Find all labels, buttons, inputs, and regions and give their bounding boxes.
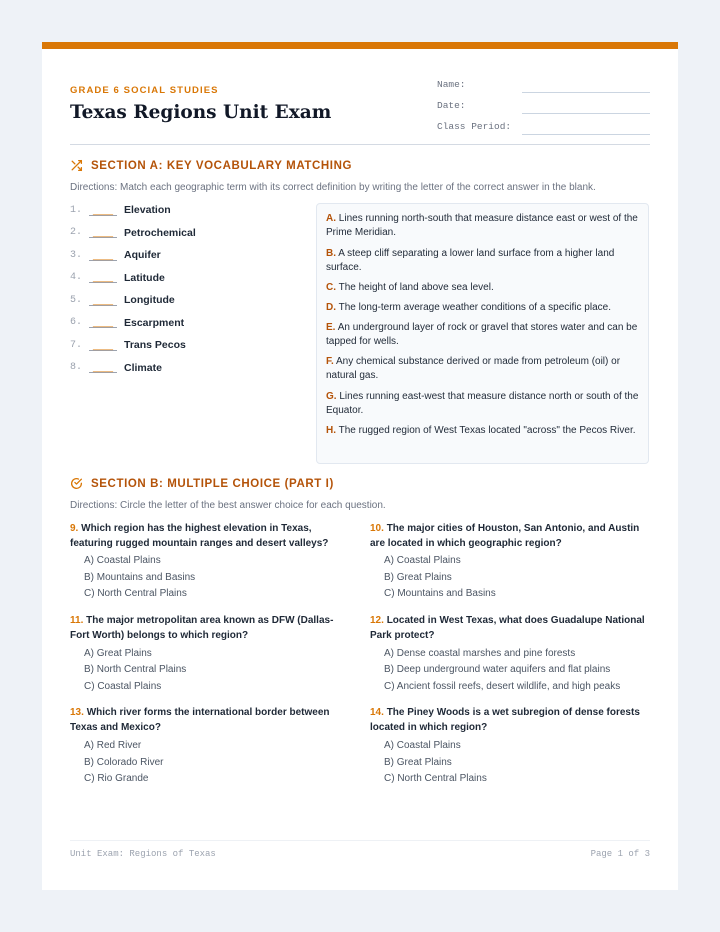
answer-option[interactable]: B) Great Plains [384,572,452,583]
term-number: 7. [70,339,83,351]
term-number: 8. [70,362,83,373]
answer-blank[interactable]: ____ [89,340,117,351]
list-item [70,337,186,353]
definition-text: A steep cliff separating a lower land surface from a higher land surface. [326,248,615,273]
header-divider [70,144,650,145]
footer-divider [70,840,650,841]
question-11 [70,613,352,693]
shuffle-icon [70,159,83,172]
class-period-line[interactable] [522,134,650,135]
term-word: Petrochemical [124,226,196,239]
question-9 [70,521,352,601]
definition-letter: A. [326,213,336,224]
answer-option[interactable]: B) Great Plains [384,757,452,768]
section-b-directions: Directions: Circle the letter of the best answer choice for each question. [70,500,386,511]
accent-bar [42,42,678,49]
question-10 [370,521,652,601]
answer-option[interactable]: B) Colorado River [84,757,164,768]
question-text: Located in West Texas, what does Guadalupe National Park protect? [370,615,645,641]
definition-item [326,390,641,418]
definition-text: Lines running east-west that measure distance north or south of the Equator. [326,391,639,416]
answer-option[interactable]: C) North Central Plains [84,588,187,599]
answer-blank[interactable]: ____ [89,205,117,216]
answer-option[interactable]: C) Mountains and Basins [384,588,496,599]
list-item [70,202,171,218]
definition-item [326,281,641,295]
name-line[interactable] [522,92,650,93]
definition-text: Lines running north-south that measure distance east or west of the Prime Meridian. [326,213,638,238]
definitions-box [316,203,649,464]
term-number: 3. [70,249,83,261]
answer-blank[interactable]: ____ [89,362,117,373]
answer-option[interactable]: A) Coastal Plains [84,555,161,566]
answer-option[interactable]: C) Ancient fossil reefs, desert wildlife, and high peaks [384,681,621,692]
section-b-title: SECTION B: MULTIPLE CHOICE (PART I) [91,477,334,490]
term-number: 2. [70,227,83,238]
list-item [70,225,196,241]
section-a-heading [70,159,352,172]
list-item [70,360,162,376]
term-word: Escarpment [124,316,185,329]
answer-option[interactable]: B) Mountains and Basins [84,572,196,583]
definition-item [326,321,641,349]
page-number: Page 1 of 3 [590,849,650,859]
answer-option[interactable]: B) Deep underground water aquifers and flat plains [384,664,611,675]
definition-item [326,247,641,275]
question-stem [70,613,352,643]
answer-option[interactable]: A) Red River [84,740,142,751]
section-b-heading [70,477,334,490]
definition-letter: H. [326,425,336,436]
answer-option[interactable]: A) Great Plains [84,648,152,659]
grade-label: GRADE 6 SOCIAL STUDIES [70,85,219,96]
question-text: Which region has the highest elevation in Texas, featuring rugged mountain ranges and desert valleys? [70,523,329,549]
term-word: Aquifer [124,249,161,261]
answer-blank[interactable]: ____ [89,295,117,306]
question-number: 11. [70,615,84,626]
question-number: 12. [370,615,384,626]
definition-letter: G. [326,391,337,402]
definition-letter: D. [326,302,336,313]
definition-text: An underground layer of rock or gravel that stores water and can be tapped for wells. [326,322,638,347]
list-item [70,292,175,308]
section-a-title: SECTION A: KEY VOCABULARY MATCHING [91,159,353,172]
question-stem [70,521,352,551]
term-word: Longitude [124,294,175,306]
question-number: 13. [70,707,84,718]
class-period-field[interactable] [437,121,650,132]
question-stem [370,521,652,551]
definition-item [326,424,641,438]
term-word: Climate [124,361,162,374]
definition-text: Any chemical substance derived or made from petroleum (oil) or natural gas. [326,356,621,381]
answer-option[interactable]: C) North Central Plains [384,773,487,784]
check-circle-icon [70,477,83,490]
answer-option[interactable]: A) Coastal Plains [384,740,461,751]
definition-item [326,301,641,315]
name-field[interactable] [437,79,650,90]
section-a-directions: Directions: Match each geographic term with its correct definition by writing the letter of the correct answer in the blank. [70,182,596,193]
answer-option[interactable]: C) Coastal Plains [84,681,162,692]
question-text: The Piney Woods is a wet subregion of dense forests located in which region? [370,707,640,733]
name-label: Name: [437,79,466,90]
list-item [70,315,184,331]
question-14 [370,705,652,785]
answer-blank[interactable]: ____ [89,317,117,328]
definition-letter: C. [326,282,336,293]
question-13 [70,705,352,785]
term-word: Trans Pecos [124,339,186,351]
page-title: Texas Regions Unit Exam [70,102,332,123]
answer-option[interactable]: B) North Central Plains [84,664,187,675]
term-number: 4. [70,272,83,283]
definition-item [326,212,641,240]
question-text: The major metropolitan area known as DFW (Dallas-Fort Worth) belongs to which region? [70,615,334,641]
answer-blank[interactable]: ____ [89,250,117,261]
term-word: Elevation [124,204,171,216]
term-number: 5. [70,294,83,306]
definition-letter: F. [326,356,334,367]
question-number: 9. [70,523,79,534]
question-text: Which river forms the international border between Texas and Mexico? [70,707,330,733]
definition-letter: E. [326,322,336,333]
list-item [70,247,161,263]
exam-page [42,42,678,890]
class-period-label: Class Period: [437,121,512,132]
date-label: Date: [437,100,466,111]
answer-blank[interactable]: ____ [89,272,117,283]
answer-blank[interactable]: ____ [89,227,117,238]
question-stem [70,705,352,735]
question-stem [370,613,652,643]
question-number: 14. [370,707,384,718]
list-item [70,270,165,286]
question-text: The major cities of Houston, San Antonio, and Austin are located in which geographic region? [370,523,640,549]
term-number: 1. [70,204,83,216]
definition-item [326,355,641,383]
footer-title: Unit Exam: Regions of Texas [70,849,216,859]
answer-option[interactable]: A) Dense coastal marshes and pine forests [384,648,576,659]
definition-text: The rugged region of West Texas located "across" the Pecos River. [338,425,636,436]
term-number: 6. [70,317,83,328]
definition-text: The height of land above sea level. [338,282,494,293]
date-line[interactable] [522,113,650,114]
question-number: 10. [370,523,384,534]
definition-text: The long-term average weather conditions of a specific place. [338,302,611,313]
term-word: Latitude [124,271,165,284]
date-field[interactable] [437,100,650,111]
question-12 [370,613,652,693]
question-stem [370,705,652,735]
answer-option[interactable]: C) Rio Grande [84,773,149,784]
answer-option[interactable]: A) Coastal Plains [384,555,461,566]
definition-letter: B. [326,248,336,259]
